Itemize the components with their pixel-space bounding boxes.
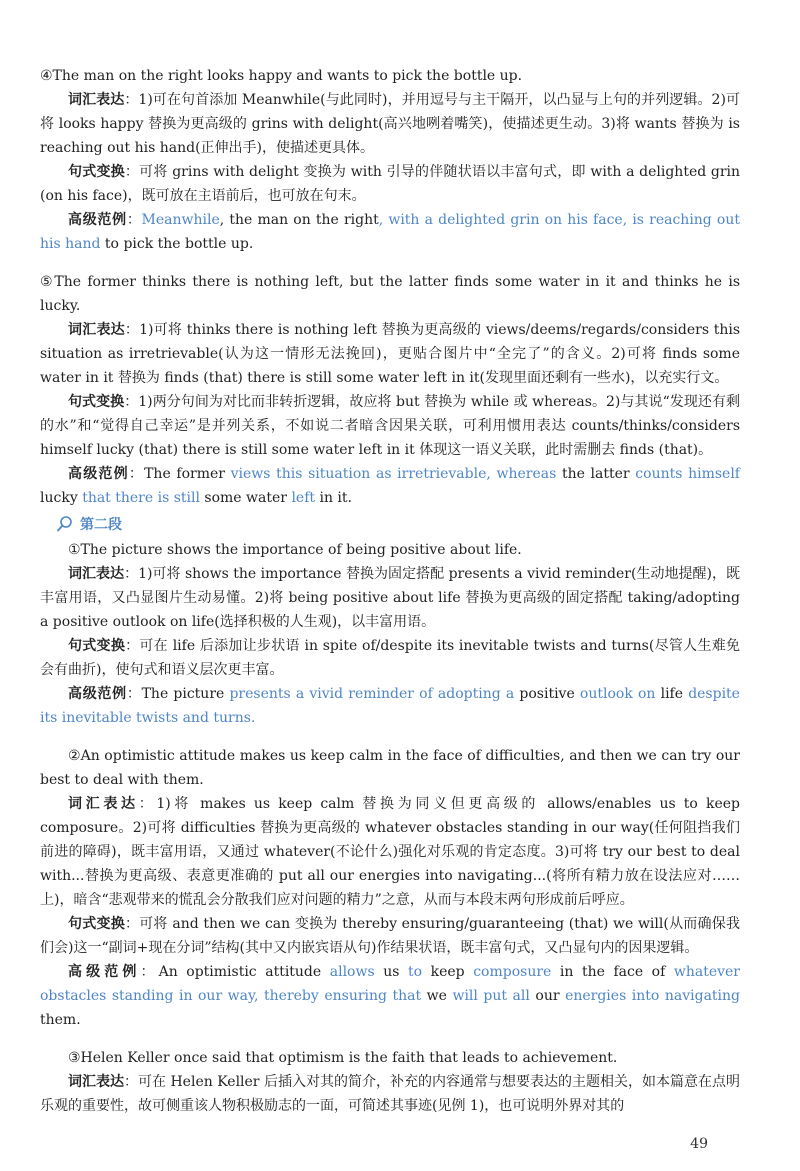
highlighted-text: outlook on xyxy=(579,686,656,702)
highlighted-text: despite its inevitable twists and turns. xyxy=(40,686,740,726)
paragraph xyxy=(40,1070,740,1118)
body-text: ：可在 Helen Keller 后插入对其的简介，补充的内容通常与想要表达的主题相关，如本篇意在点明乐观的重要性，故可侧重该人物积极励志的一面，可简述其事迹(见例 1)，也可说明外界对其的 xyxy=(40,1074,740,1114)
highlighted-text: , with a delighted grin on his face, is reaching out his hand xyxy=(40,212,741,252)
highlighted-text: counts himself xyxy=(635,466,740,482)
label-text: 词汇表达 xyxy=(68,566,125,582)
body-text: us xyxy=(374,964,408,980)
body-text: life xyxy=(655,686,689,702)
paragraph xyxy=(40,462,740,510)
paragraph xyxy=(40,792,740,912)
body-text: some water xyxy=(199,490,292,506)
body-text: ：The picture xyxy=(126,686,230,702)
paragraph xyxy=(40,390,740,462)
paragraph xyxy=(40,634,740,682)
paragraph xyxy=(40,160,740,208)
body-text: ：可将 and then we can 变换为 thereby ensuring/guaranteeing (that) we will(从而确保我们会)这一“副词+现在分词”结构(其中又内嵌宾语从句)作结果状语，既丰富句式，又凸显句内的因果逻辑。 xyxy=(40,916,741,956)
label-text: 句式变换 xyxy=(68,164,125,180)
magnifier-icon xyxy=(56,515,74,533)
label-text: 高级范例 xyxy=(68,466,129,482)
label-text: 词汇表达 xyxy=(68,92,125,108)
highlighted-text: energies into navigating xyxy=(565,988,740,1004)
highlighted-text: that there is still xyxy=(82,490,200,506)
body-text: positive xyxy=(514,686,580,702)
highlighted-text: Meanwhile xyxy=(141,212,220,228)
highlighted-text: left xyxy=(291,490,316,506)
paragraph xyxy=(40,538,740,562)
paragraph xyxy=(40,88,740,160)
label-text: 词汇表达 xyxy=(68,796,139,812)
body-text: ②An optimistic attitude makes us keep calm in the face of difficulties, and then we can try our best to deal with them. xyxy=(40,748,740,788)
highlighted-text: views this situation as irretrievable, whereas xyxy=(230,466,557,482)
label-text: 高级范例 xyxy=(68,212,127,228)
highlighted-text: will put all xyxy=(452,988,530,1004)
body-text: the latter xyxy=(556,466,636,482)
body-text: ：1)可将 shows the importance 替换为固定搭配 presents a vivid reminder(生动地提醒)，既丰富用语，又凸显图片生动易懂。2)将 being positive about life 替换为更高级的固定搭配 taking/adopting a positive outlook on life(选择积极的人生观)，以丰富用语。 xyxy=(40,566,741,630)
body-text: ⑤The former thinks there is nothing left, but the latter finds some water in it and thinks he is lucky. xyxy=(40,274,740,314)
paragraph xyxy=(40,744,740,792)
paragraph xyxy=(40,682,740,730)
paragraph xyxy=(40,64,740,88)
body-text: ：1)两分句间为对比而非转折逻辑，故应将 but 替换为 while 或 whereas。2)与其说“发现还有剩的水”和“觉得自己幸运”是并列关系，不如说二者暗含因果关联，可利用惯用表达 counts/thinks/considers himself lucky (that) there is still some water left in it 体现这一语义关联，此时需删去 finds (that)。 xyxy=(40,394,741,458)
paragraph xyxy=(40,1046,740,1070)
body-text: ： xyxy=(126,212,142,228)
paragraph xyxy=(40,270,740,318)
label-text: 词汇表达 xyxy=(68,1074,125,1090)
body-text: ：The former xyxy=(128,466,231,482)
body-text: ：1)将 makes us keep calm 替换为同义但更高级的 allows/enables us to keep composure。2)可将 difficulties 替换为更高级的 whatever obstacles standing in our way(任何阻挡我们前进的障碍)，既丰富用语，又通过 whatever(不论什么)强化对乐观的肯定态度。3)可将 try our best to deal with...替换为更高级、表意更准确的 put all our energies into navigating...(将所有精力放在设法应对……上)，暗含“悲观带来的慌乱会分散我们应对问题的精力”之意，从而与本段末两句形成前后呼应。 xyxy=(40,796,740,908)
body-text: ：1)可在句首添加 Meanwhile(与此同时)，并用逗号与主干隔开，以凸显与上句的并列逻辑。2)可将 looks happy 替换为更高级的 grins with delight(高兴地咧着嘴笑)，使描述更生动。3)将 wants 替换为 is reaching out his hand(正伸出手)，使描述更具体。 xyxy=(40,92,740,156)
body-text: lucky xyxy=(40,490,83,506)
highlighted-text: presents a vivid reminder of adopting a xyxy=(229,686,515,702)
paragraph xyxy=(40,208,740,256)
section-heading xyxy=(56,512,740,536)
body-text: ：可将 grins with delight 变换为 with 引导的伴随状语以丰富句式，即 with a delighted grin (on his face)，既可放在主语前后，也可放在句末。 xyxy=(40,164,741,204)
label-text: 高级范例 xyxy=(68,686,127,702)
body-text: our xyxy=(529,988,566,1004)
body-text: ①The picture shows the importance of being positive about life. xyxy=(68,542,522,558)
body-text: them. xyxy=(40,1012,81,1028)
body-text: to pick the bottle up. xyxy=(100,236,254,252)
highlighted-text: composure xyxy=(473,964,552,980)
highlighted-text: to xyxy=(408,964,423,980)
highlighted-text: whatever obstacles standing in our way, thereby ensuring that xyxy=(40,964,741,1004)
body-text: in it. xyxy=(315,490,352,506)
paragraph xyxy=(40,562,740,634)
body-text: ：可在 life 后添加让步状语 in spite of/despite its inevitable twists and turns(尽管人生难免会有曲折)，使句式和语义层次更丰富。 xyxy=(40,638,741,678)
page-number: 49 xyxy=(690,1136,708,1152)
body-text: , the man on the right xyxy=(219,212,379,228)
label-text: 句式变换 xyxy=(68,394,125,410)
body-text: ：1)可将 thinks there is nothing left 替换为更高级的 views/deems/regards/considers this situation as irretrievable(认为这一情形无法挽回)，更贴合图片中“全完了”的含义。2)可将 finds some water in it 替换为 finds (that) there is still some water left in it(发现里面还剩有一些水)，以充实行文。 xyxy=(40,322,741,386)
body-text: ③Helen Keller once said that optimism is the faith that leads to achievement. xyxy=(68,1050,618,1066)
label-text: 词汇表达 xyxy=(68,322,125,338)
label-text: 高级范例 xyxy=(68,964,141,980)
body-text: we xyxy=(421,988,453,1004)
paragraph xyxy=(40,960,740,1032)
paragraph xyxy=(40,912,740,960)
paragraph xyxy=(40,318,740,390)
body-text: in the face of xyxy=(551,964,674,980)
label-text: 句式变换 xyxy=(68,916,125,932)
label-text: 句式变换 xyxy=(68,638,126,654)
body-text: ：An optimistic attitude xyxy=(140,964,330,980)
body-text: ④The man on the right looks happy and wants to pick the bottle up. xyxy=(40,68,523,84)
document-body xyxy=(40,64,740,1118)
section-heading-text: 第二段 xyxy=(80,517,122,533)
highlighted-text: allows xyxy=(329,964,375,980)
body-text: keep xyxy=(422,964,474,980)
